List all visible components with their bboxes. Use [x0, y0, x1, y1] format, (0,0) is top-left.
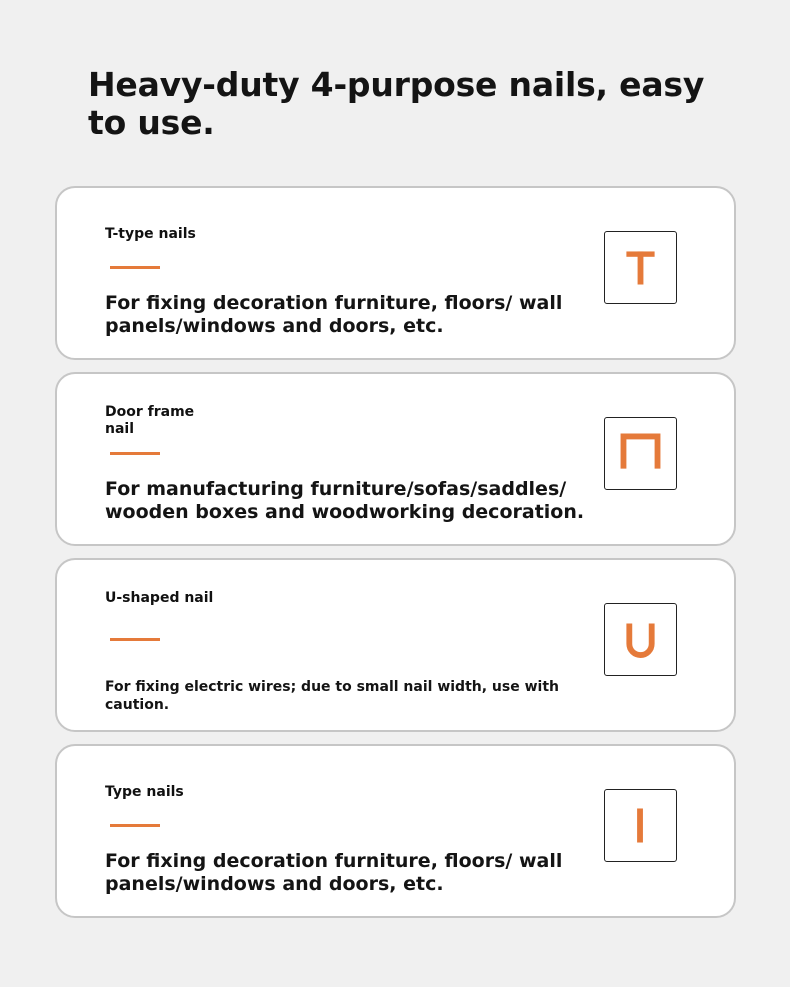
card-description: For fixing decoration furniture, floors/ wall panels/windows and doors, etc. — [105, 292, 563, 337]
door-frame-nail-icon — [604, 417, 677, 490]
nail-card-t-type — [55, 186, 736, 360]
u-nail-icon — [604, 603, 677, 676]
card-label: T-type nails — [105, 226, 196, 242]
nail-card-i-type — [55, 744, 736, 918]
card-description: For fixing decoration furniture, floors/ wall panels/windows and doors, etc. — [105, 850, 563, 895]
card-label: Door frame nail — [105, 404, 195, 437]
t-nail-icon — [604, 231, 677, 304]
card-label: U-shaped nail — [105, 590, 214, 606]
card-description: For fixing electric wires; due to small nail width, use with caution. — [105, 679, 559, 713]
accent-divider — [110, 638, 160, 641]
card-description: For manufacturing furniture/sofas/saddles/ wooden boxes and woodworking decoration. — [105, 478, 585, 523]
nail-card-u-shaped — [55, 558, 736, 732]
page-headline: Heavy-duty 4-purpose nails, easy to use. — [88, 65, 705, 142]
card-label: Type nails — [105, 784, 184, 800]
i-nail-icon — [604, 789, 677, 862]
nail-card-door-frame — [55, 372, 736, 546]
accent-divider — [110, 266, 160, 269]
accent-divider — [110, 824, 160, 827]
accent-divider — [110, 452, 160, 455]
